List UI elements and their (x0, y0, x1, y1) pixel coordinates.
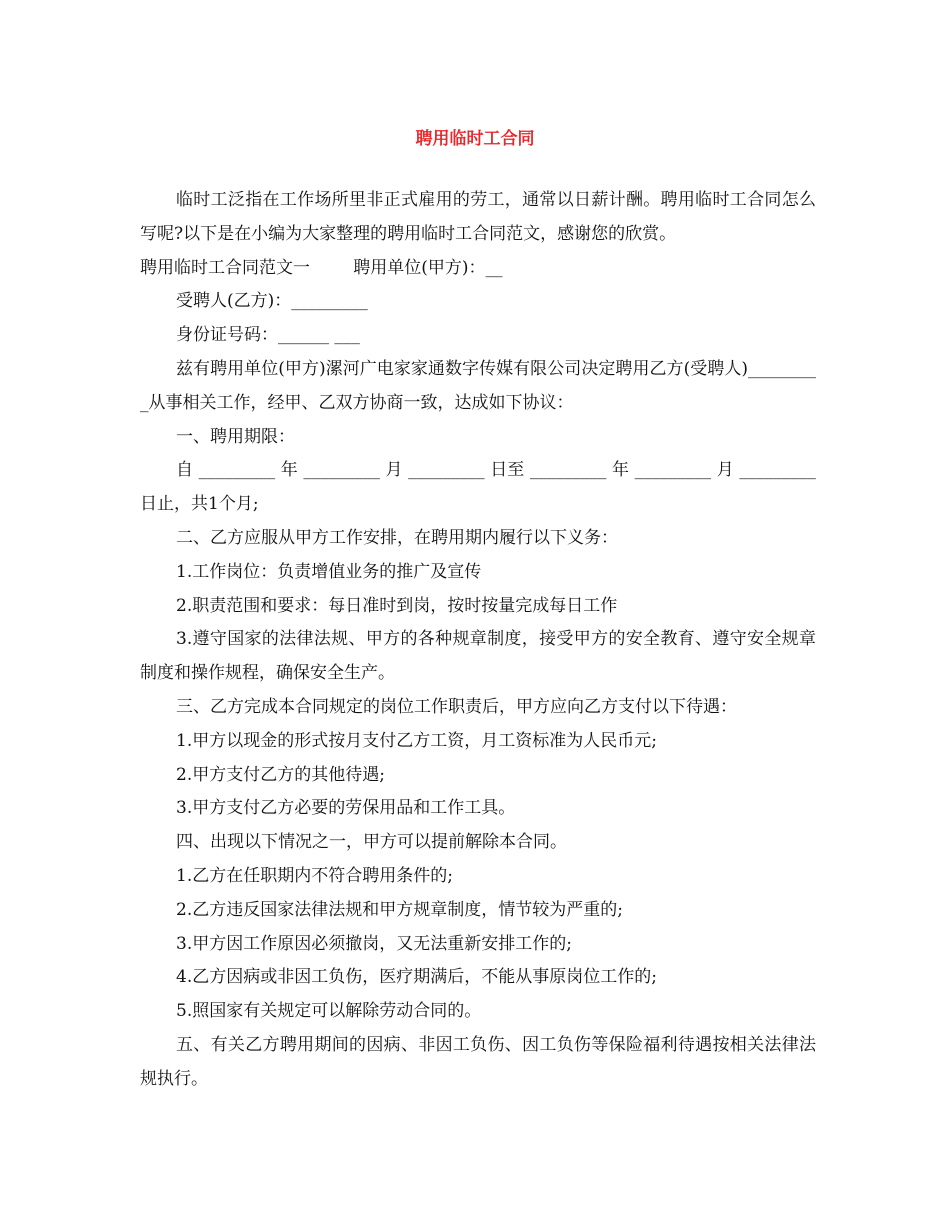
date-blank: _________ (408, 460, 485, 481)
date-from: 自 (176, 460, 193, 481)
paragraph-section-1-end: 日止，共1个月; (140, 494, 259, 515)
paragraph-section-4-5: 5.照国家有关规定可以解除劳动合同的。 (176, 1001, 482, 1022)
paragraph-section-3-2: 2.甲方支付乙方的其他待遇; (176, 764, 385, 785)
date-blank: _________ (739, 460, 816, 481)
paragraph-section-4-4: 4.乙方因病或非因工负伤，医疗期满后，不能从事原岗位工作的; (176, 967, 657, 988)
date-blank: _________ (529, 460, 607, 481)
date-blank: _________ (303, 460, 380, 481)
paragraph-section-2: 二、乙方应服从甲方工作安排，在聘用期内履行以下义务： (176, 527, 618, 548)
document-title: 聘用临时工合同 (415, 129, 535, 149)
paragraph-section-2-1: 1.工作岗位：负责增值业务的推广及宣传 (176, 561, 482, 582)
paragraph-intro: 临时工泛指在工作场所里非正式雇用的劳工，通常以日薪计酬。聘用临时工合同怎么写呢?以下是在小编为大家整理的聘用临时工合同范文，感谢您的欣赏。 (140, 190, 816, 244)
paragraph-section-4-3: 3.甲方因工作原因必须撤岗，又无法重新安排工作的; (176, 933, 572, 954)
document-body (140, 184, 816, 1097)
paragraph-section-3: 三、乙方完成本合同规定的岗位工作职责后，甲方应向乙方支付以下待遇： (176, 696, 737, 717)
date-year-label: 年 (612, 460, 629, 481)
paragraph-section-1: 一、聘用期限： (176, 426, 295, 447)
paragraph-section-4: 四、出现以下情况之一，甲方可以提前解除本合同。 (176, 832, 567, 853)
paragraph-section-4-1: 1.乙方在任职期内不符合聘用条件的; (176, 865, 453, 886)
date-month-label: 月 (716, 460, 734, 481)
paragraph-section-2-3: 3.遵守国家的法律法规、甲方的各种规章制度，接受甲方的安全教育、遵守安全规章制度和操作规程，确保安全生产。 (140, 629, 816, 684)
paragraph-section-3-1: 1.甲方以现金的形式按月支付乙方工资，月工资标准为人民币元; (176, 730, 657, 751)
paragraph-section-3-3: 3.甲方支付乙方必要的劳保用品和工作工具。 (176, 798, 516, 819)
paragraph-section-5: 五、有关乙方聘用期间的因病、非因工负伤、因工负伤等保险福利待遇按相关法律法规执行。 (140, 1034, 816, 1089)
date-year-label: 年 (280, 460, 298, 481)
paragraph-id-number: 身份证号码：______ ___ (176, 325, 360, 346)
paragraph-section-2-2: 2.职责范围和要求：每日准时到岗，按时按量完成每日工作 (176, 595, 618, 616)
date-day-to-label: 日至 (490, 460, 525, 481)
date-blank: _________ (198, 460, 276, 481)
employment-date-line (140, 454, 816, 488)
paragraph-agreement-intro: 兹有聘用单位(甲方)漯河广电家家通数字传媒有限公司决定聘用乙方(受聘人)_________从事相关工作，经甲、乙双方协商一致，达成如下协议： (140, 358, 816, 413)
paragraph-section-4-2: 2.乙方违反国家法律法规和甲方规章制度，情节较为严重的; (176, 899, 623, 920)
paragraph-party-b: 受聘人(乙方)：_________ (176, 291, 368, 312)
date-blank: _________ (634, 460, 712, 481)
paragraph-sample-title: 聘用临时工合同范文一 聘用单位(甲方)：__ (140, 257, 503, 278)
date-month-label: 月 (385, 460, 403, 481)
